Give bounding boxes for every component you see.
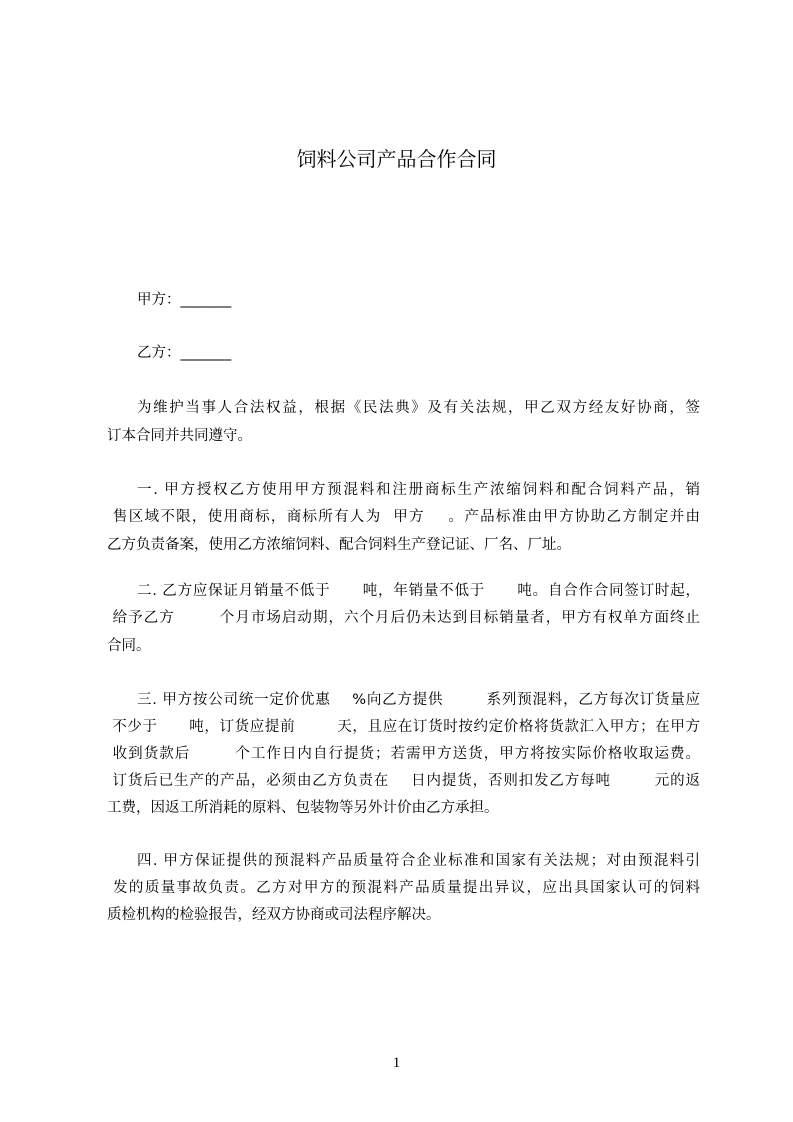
text-line: 订货后已生产的产品，必须由乙方负责在 日内提货，否则扣发乙方每吨 元的返 <box>107 773 700 789</box>
text-line: 合同。 <box>107 638 151 654</box>
text-line: 售区域不限，使用商标，商标所有人为 甲方 。产品标准由甲方协助乙方制定并由 <box>107 509 701 525</box>
text-line: 三. 甲方按公司统一定价优惠 %向乙方提供 系列预混料，乙方每次订货量应 <box>137 692 700 708</box>
document-title: 饲料公司产品合作合同 <box>296 147 497 171</box>
text-line: 工费，因返工所消耗的原料、包装物等另外计价由乙方承担。 <box>107 800 499 816</box>
text-line: 收到货款后 个工作日内自行提货；若需甲方送货，甲方将按实际价格收取运费。 <box>107 746 701 762</box>
text-line: 二. 乙方应保证月销量不低于 吨，年销量不低于 吨。自合作合同签订时起， <box>137 583 700 599</box>
party-a-line: 甲方：_______ <box>137 292 232 308</box>
text-line: 订本合同并共同遵守。 <box>107 428 252 444</box>
party-b-line: 乙方：_______ <box>137 345 232 361</box>
text-line: 发的质量事故负责。乙方对甲方的预混料产品质量提出异议，应出具国家认可的饲料 <box>107 880 701 896</box>
text-line: 质检机构的检验报告，经双方协商或司法程序解决。 <box>107 907 441 923</box>
text-line: 为维护当事人合法权益，根据《民法典》及有关法规，甲乙双方经友好协商，签 <box>137 400 700 416</box>
text-line: 乙方负责备案，使用乙方浓缩饲料、配合饲料生产登记证、厂名、厂址。 <box>107 537 571 553</box>
text-line: 不少于 吨，订货应提前 天，且应在订货时按约定价格将货款汇入甲方；在甲方 <box>107 719 701 735</box>
text-line: 四. 甲方保证提供的预混料产品质量符合企业标准和国家有关法规；对由预混料引 <box>137 853 700 869</box>
page-number: 1 <box>392 1055 401 1071</box>
text-line: 给予乙方 个月市场启动期，六个月后仍未达到目标销量者，甲方有权单方面终止 <box>107 610 701 626</box>
text-line: 一. 甲方授权乙方使用甲方预混料和注册商标生产浓缩饲料和配合饲料产品，销 <box>137 482 700 498</box>
